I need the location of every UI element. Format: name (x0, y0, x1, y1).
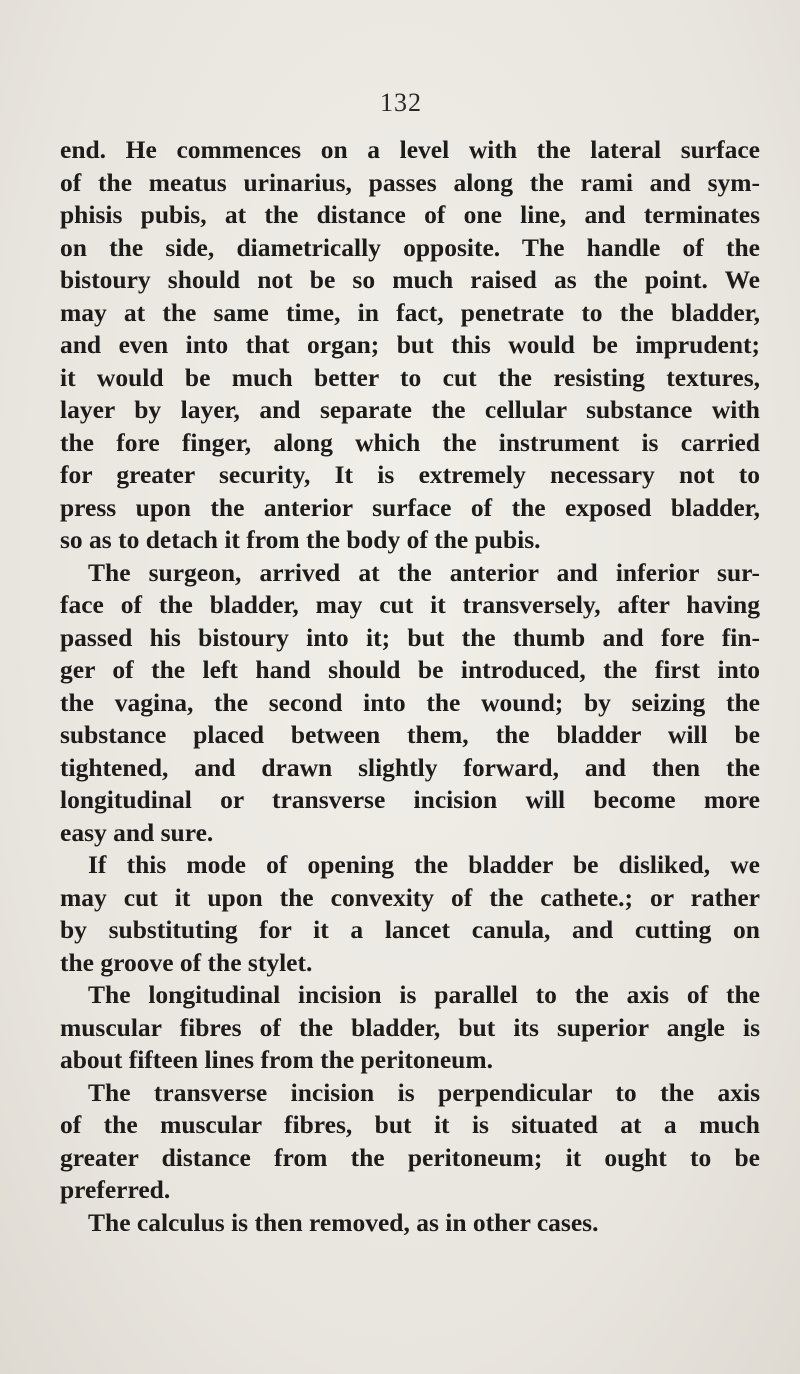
text-line: may cut it upon the convexity of the cathete.; or rather (60, 882, 760, 912)
text-line: about fifteen lines from the peritoneum. (60, 1045, 493, 1074)
text-line: press upon the anterior surface of the exposed bladder, (60, 492, 760, 522)
text-line: preferred. (60, 1175, 171, 1204)
text-line: The longitudinal incision is parallel to the axis of the (88, 980, 760, 1009)
text-line: phisis pubis, at the distance of one line, and terminates (60, 200, 760, 229)
text-line: may at the same time, in fact, penetrate to the bladder, (60, 297, 760, 327)
text-line: it would be much better to cut the resisting textures, (60, 362, 760, 392)
text-line: face of the bladder, may cut it transversely, after having (60, 590, 760, 619)
text-line: tightened, and drawn slightly forward, and then the (60, 752, 760, 782)
text-line: on the side, diametrically opposite. The handle of the (60, 232, 760, 262)
text-line: If this mode of opening the bladder be disliked, we (88, 850, 760, 879)
text-line: the vagina, the second into the wound; by seizing the (60, 687, 760, 717)
text-line: end. He commences on a level with the lateral surface (60, 135, 760, 164)
text-line: muscular fibres of the bladder, but its superior angle is (60, 1012, 760, 1042)
text-line: the fore finger, along which the instrument is carried (60, 427, 760, 457)
text-line: The transverse incision is perpendicular to the axis (88, 1077, 760, 1107)
text-line: layer by layer, and separate the cellular substance with (60, 395, 760, 424)
text-line: bistoury should not be so much raised as the point. We (60, 265, 760, 294)
text-line: for greater security, It is extremely necessary not to (60, 460, 760, 489)
text-line: ger of the left hand should be introduced, the first into (60, 655, 760, 684)
text-line: of the meatus urinarius, passes along the rami and sym- (60, 167, 760, 197)
body-text (60, 134, 760, 1239)
text-line: longitudinal or transverse incision will become more (60, 785, 760, 814)
text-line: easy and sure. (60, 817, 214, 847)
text-line: so as to detach it from the body of the pubis. (60, 525, 541, 554)
text-line: The calculus is then removed, as in other cases. (88, 1207, 599, 1237)
text-line: by substituting for it a lancet canula, and cutting on (60, 915, 760, 944)
text-line: and even into that organ; but this would be imprudent; (60, 330, 760, 359)
text-line: substance placed between them, the bladder will be (60, 720, 760, 749)
text-line: passed his bistoury into it; but the thumb and fore fin- (60, 622, 760, 652)
text-line: The surgeon, arrived at the anterior and inferior sur- (88, 557, 760, 587)
text-line: of the muscular fibres, but it is situated at a much (60, 1110, 760, 1139)
text-line: greater distance from the peritoneum; it ought to be (60, 1142, 760, 1172)
text-line: the groove of the stylet. (60, 947, 313, 977)
page-number: 132 (380, 88, 422, 117)
